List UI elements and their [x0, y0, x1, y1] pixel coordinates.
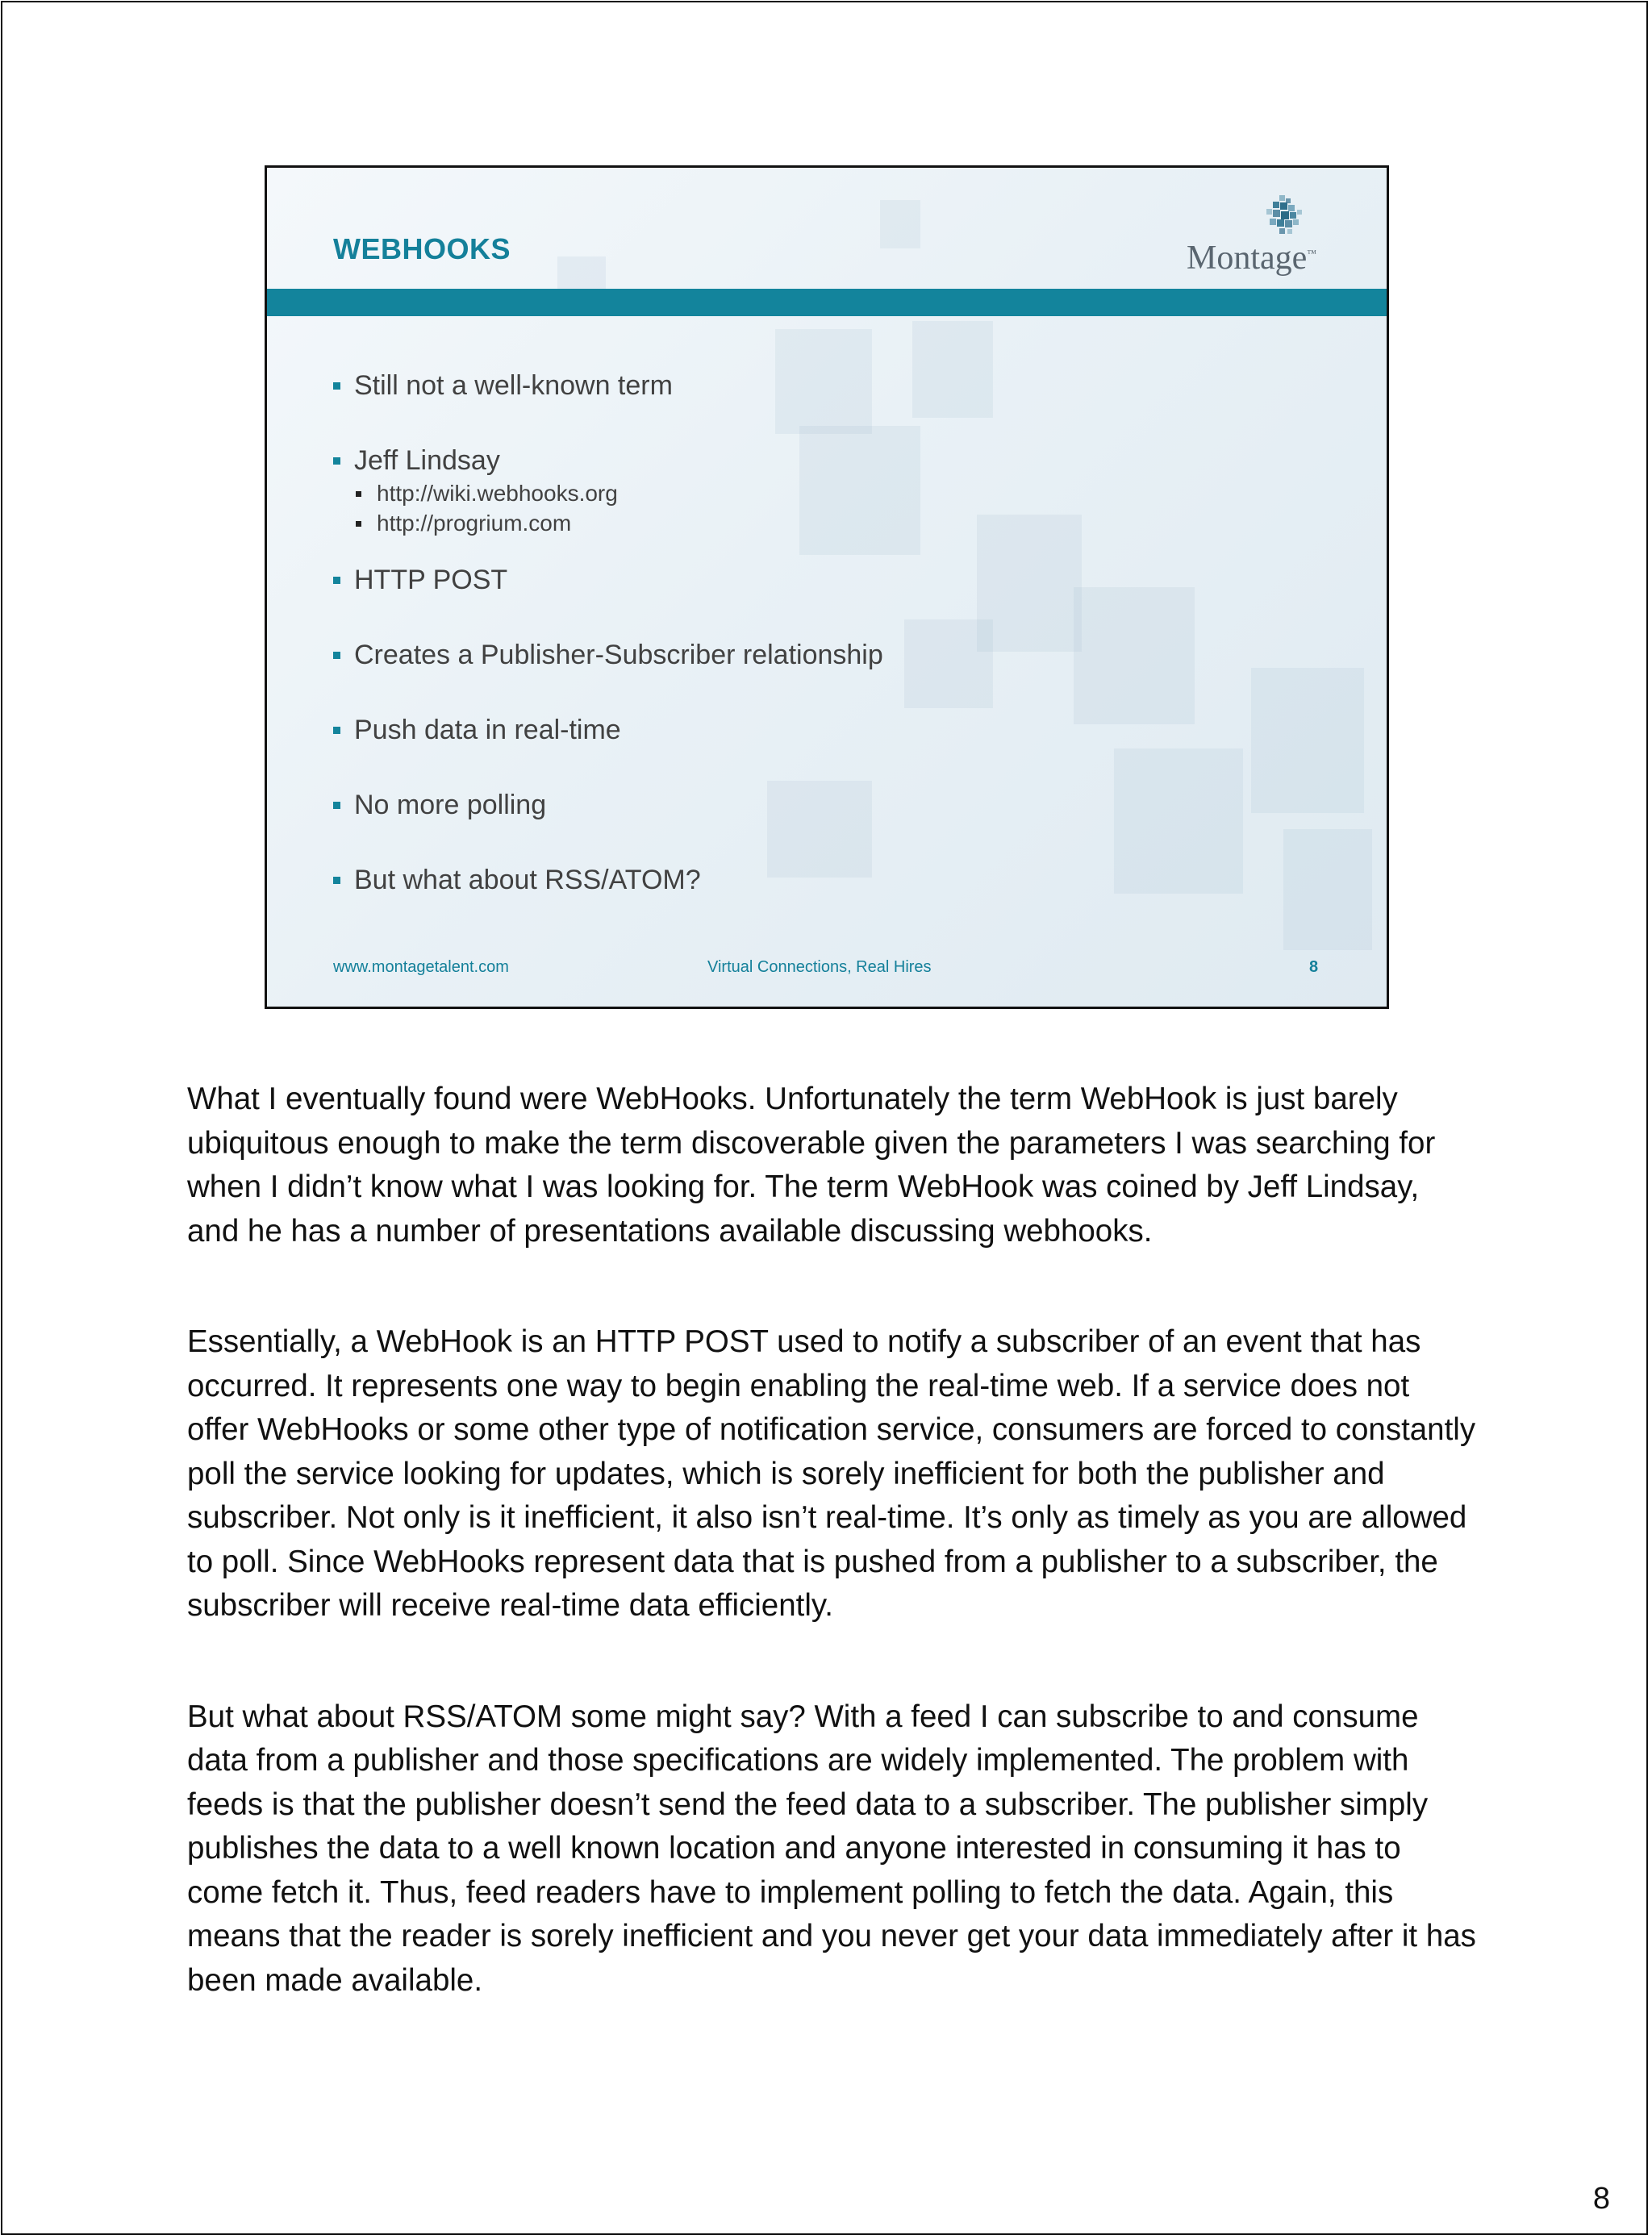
background-square [1283, 829, 1372, 950]
page-number: 8 [1592, 2182, 1610, 2216]
sub-bullet-item: http://progrium.com [354, 508, 883, 538]
bullet-item [332, 787, 883, 823]
background-square [880, 200, 920, 248]
background-square [1114, 748, 1243, 894]
title-band [267, 289, 1387, 316]
slide-title: WEBHOOKS [333, 232, 511, 265]
logo-wordmark [1187, 239, 1316, 277]
notes-paragraph: What I eventually found were WebHooks. Unfortunately the term WebHook is just barely ubiquitous enough to make the term discoverable given the parameters I was searching for when I didn’t know what I was looking for. The term WebHook was coined by Jeff Lindsay, and he has a number of presentations available discussing webhooks. [187, 1082, 1436, 1249]
notes-paragraph: But what about RSS/ATOM some might say? With a feed I can subscribe to and consume data from a publisher and those specifications are widely implemented. The problem with feeds is that the publisher doesn’t send the feed data to a subscriber. The publisher simply publishes the data to a well known location and anyone interested in consuming it has to come fetch it. Thus, feed readers have to implement polling to fetch the data. Again, this means that the reader is sorely inefficient and you never get your data immediately after it has been made available. [187, 1699, 1476, 1998]
background-square [904, 619, 993, 708]
speaker-notes [187, 1078, 1478, 2070]
background-square [912, 321, 993, 418]
logo-mosaic-icon [1255, 195, 1312, 244]
footer-url: www.montagetalent.com [333, 958, 509, 976]
bullet-text: Creates a Publisher-Subscriber relationship [354, 640, 883, 670]
bullet-text: But what about RSS/ATOM? [354, 865, 701, 895]
sub-bullet-item: http://wiki.webhooks.org [354, 478, 883, 508]
bullet-text: Push data in real-time [354, 715, 621, 745]
bullet-item [332, 443, 883, 538]
slide-page-number: 8 [1309, 958, 1319, 976]
logo-text: Montage [1187, 240, 1308, 277]
logo-trademark: ™ [1307, 248, 1317, 259]
bullet-item [332, 637, 883, 673]
sub-bullet-list [354, 478, 883, 538]
bullet-item [332, 862, 883, 898]
bullet-text: Jeff Lindsay [354, 445, 500, 476]
bullet-item [332, 712, 883, 748]
slide-footer [267, 958, 1387, 982]
bullet-text: No more polling [354, 790, 547, 820]
slide-thumbnail [265, 165, 1389, 1009]
bullet-item [332, 562, 883, 598]
notes-paragraph: Essentially, a WebHook is an HTTP POST used to notify a subscriber of an event that has occurred. It represents one way to begin enabling the real-time web. If a service does not offer WebHooks or some other type of notification service, consumers are forced to constantly poll the service looking for updates, which is sorely inefficient for both the publisher and subscriber. Not only is it inefficient, it also isn’t real-time. It’s only as timely as you are allowed to poll. Since WebHooks represent data that is pushed from a publisher to a subscriber, the subscriber will receive real-time data efficiently. [187, 1324, 1476, 1623]
bullet-item [332, 368, 883, 403]
slide-bullet-list [332, 368, 883, 937]
footer-tagline: Virtual Connections, Real Hires [707, 958, 932, 976]
background-square [1074, 587, 1195, 724]
bullet-text: Still not a well-known term [354, 370, 673, 401]
montage-logo [1187, 192, 1348, 281]
background-square [1251, 668, 1364, 813]
bullet-text: HTTP POST [354, 565, 508, 595]
